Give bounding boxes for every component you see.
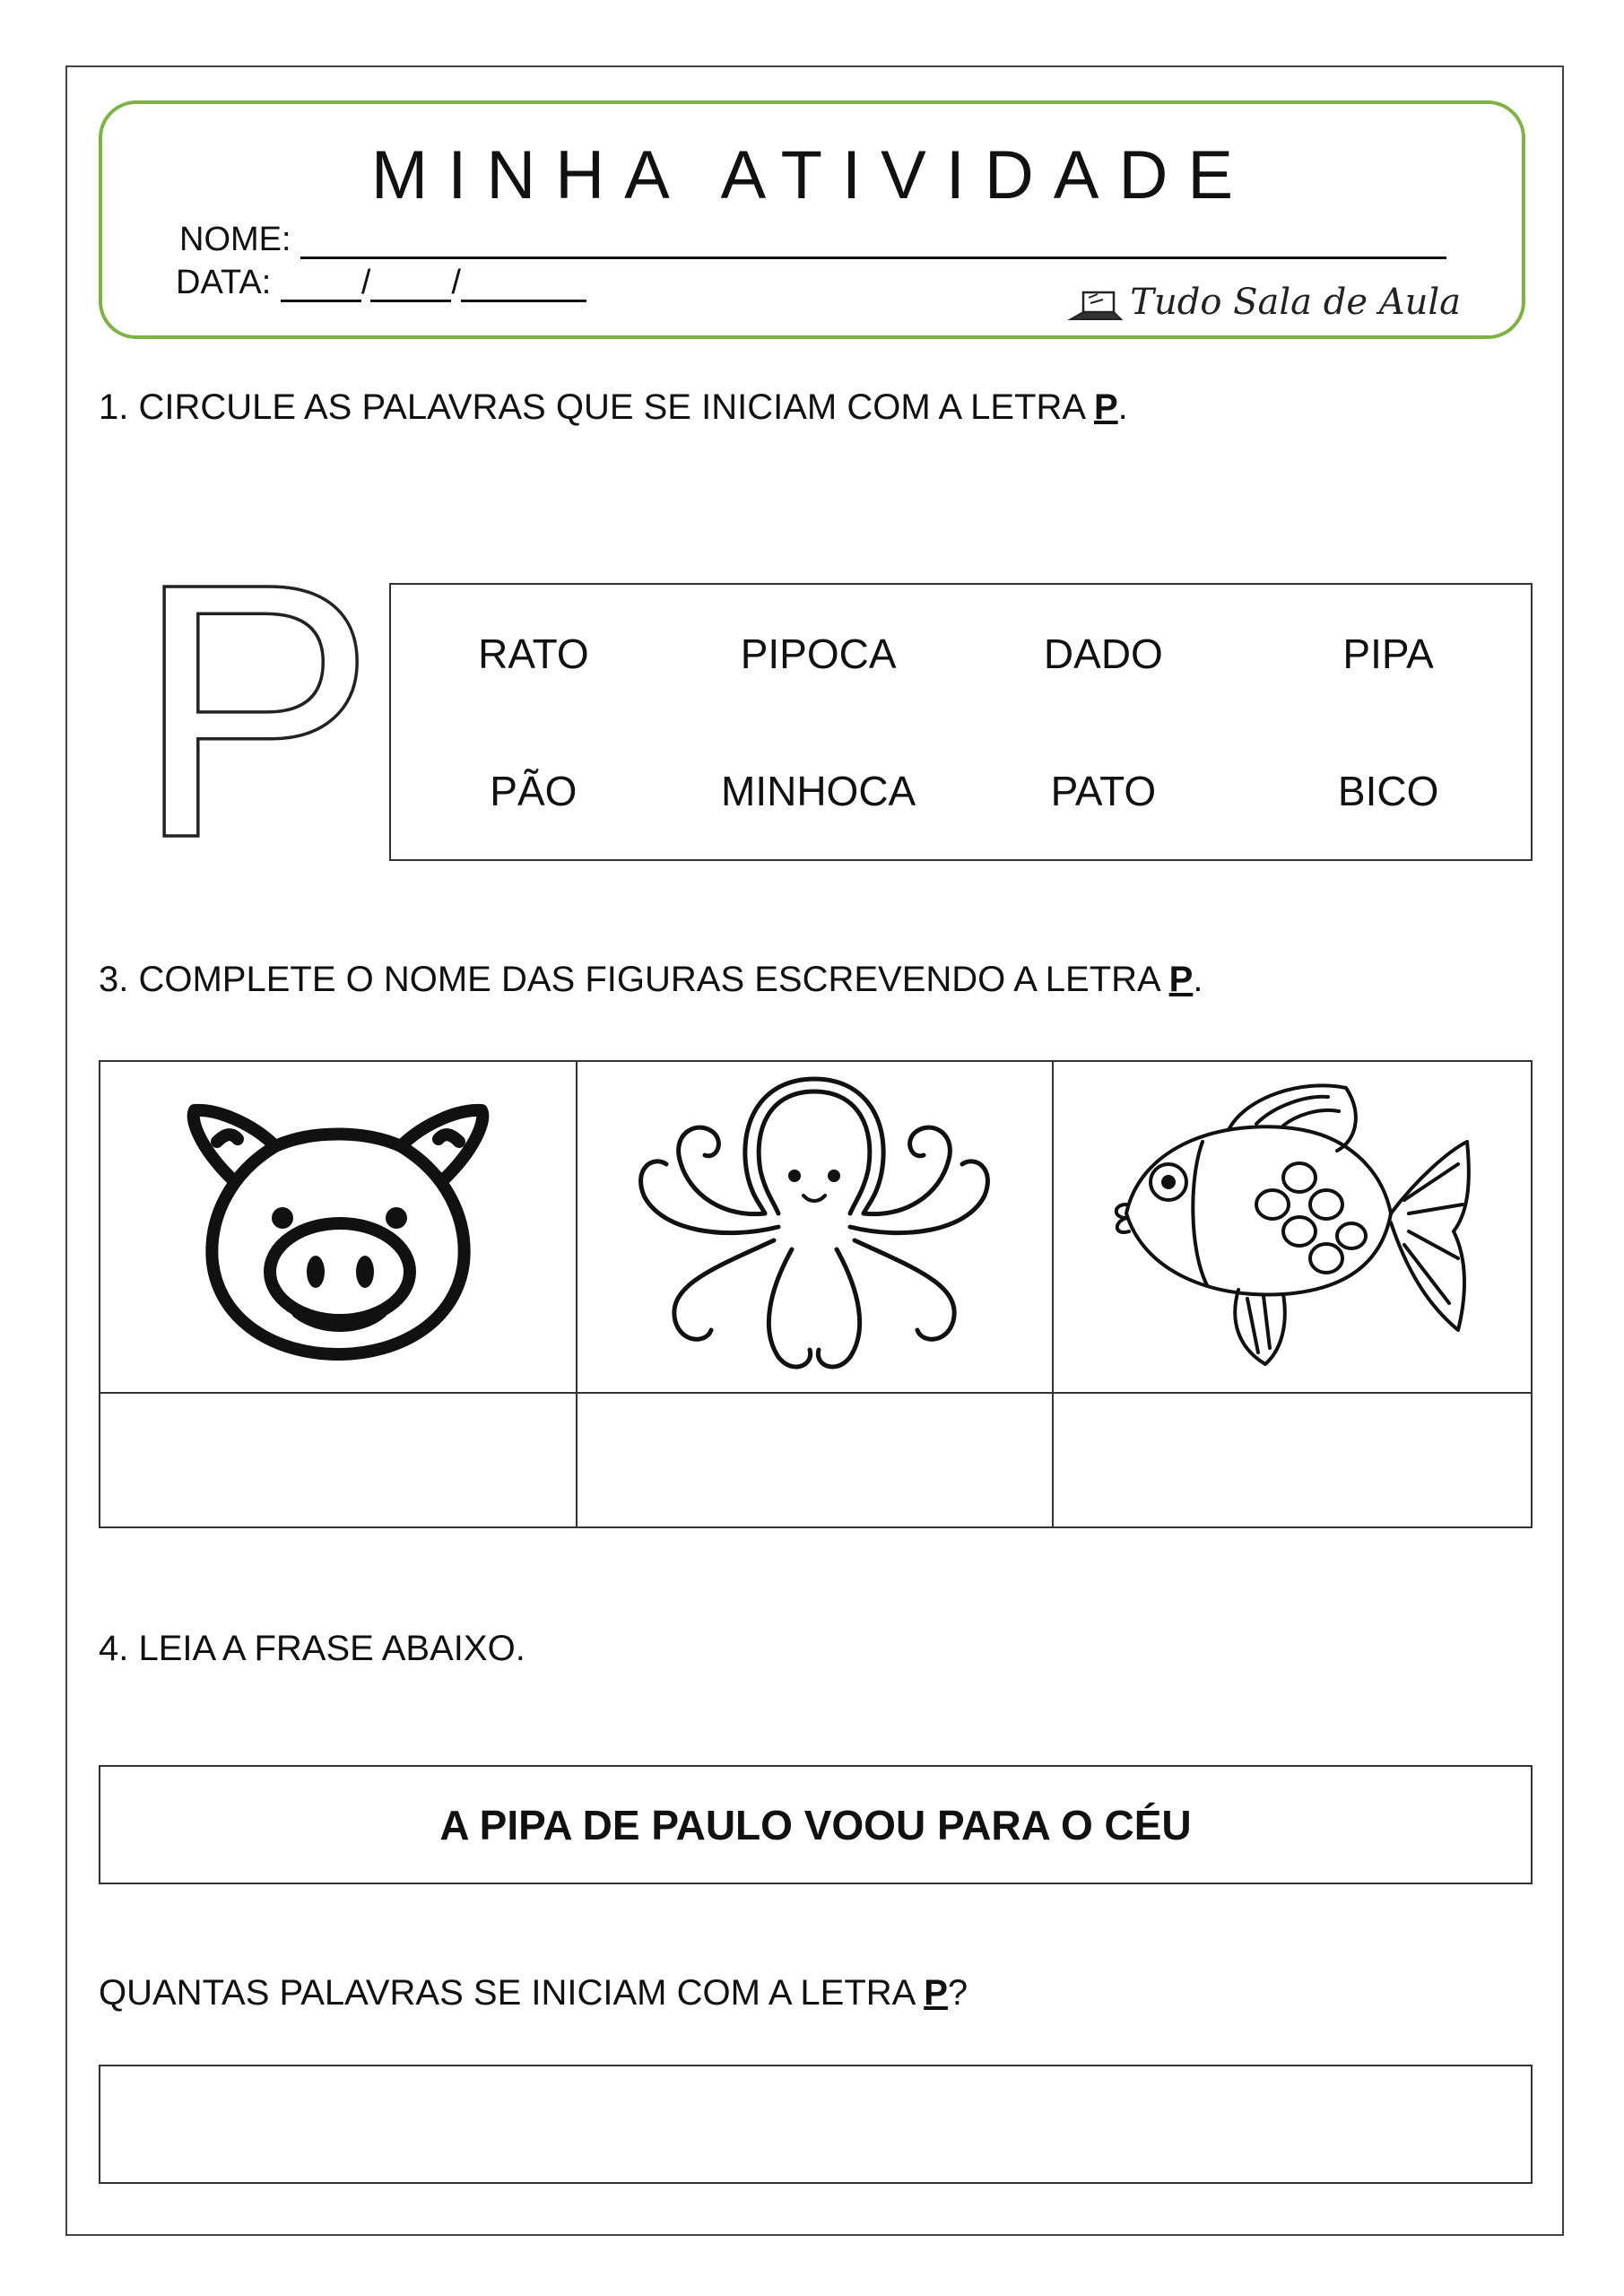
answer-box[interactable] [99,2065,1533,2184]
answer-cell[interactable] [100,1394,578,1526]
octopus-icon [626,1070,1003,1384]
question-4b [99,1973,968,2013]
question-1-end: . [1117,387,1128,427]
question-4b-letter: P [924,1973,948,2013]
question-4: 4. LEIA A FRASE ABAIXO. [99,1629,525,1668]
picture-cell-octopus [578,1062,1055,1394]
big-letter-p [135,508,377,913]
question-3-text: 3. COMPLETE O NOME DAS FIGURAS ESCREVENDO A LETRA [99,960,1169,999]
word-item[interactable]: PIPOCA [740,630,897,677]
laptop-icon [1067,287,1125,323]
brand-text: Tudo Sala de Aula [1130,282,1461,323]
date-label: DATA: [176,264,272,301]
question-3 [99,960,1203,1000]
picture-cell-fish [1054,1062,1531,1394]
word-box [389,583,1533,861]
date-separator: / [360,264,371,301]
name-line[interactable] [300,226,1446,259]
date-month-line[interactable] [370,269,451,302]
name-label: NOME: [179,221,291,258]
question-1 [99,387,1128,428]
pig-icon [177,1092,499,1361]
brand-logo [1067,282,1461,323]
word-item[interactable]: MINHOCA [721,767,916,814]
question-3-letter: P [1168,960,1194,999]
word-item[interactable]: PATO [1050,767,1157,814]
sentence-box [99,1765,1533,1884]
answer-cell[interactable] [1054,1394,1531,1526]
answer-cell[interactable] [578,1394,1055,1526]
date-day-line[interactable] [281,269,361,302]
picture-cell-pig [100,1062,578,1394]
word-item[interactable]: PÃO [490,767,578,814]
word-item[interactable]: BICO [1337,767,1439,814]
question-1-text: 1. CIRCULE AS PALAVRAS QUE SE INICIAM COM A LETRA [99,387,1094,427]
date-year-line[interactable] [461,269,586,302]
big-letter-p-glyph: P [135,508,377,913]
header-card [99,100,1525,339]
question-4b-end: ? [947,1973,968,2013]
sentence-text: A PIPA DE PAULO VOOU PARA O CÉU [439,1801,1192,1848]
word-item[interactable]: DADO [1043,630,1163,677]
word-item[interactable]: PIPA [1342,630,1434,677]
word-item[interactable]: RATO [478,630,589,677]
picture-table [99,1060,1533,1528]
name-field[interactable] [179,221,1446,259]
fish-icon [1104,1079,1481,1375]
question-3-end: . [1193,960,1203,999]
date-separator: / [451,264,461,301]
question-4b-text: QUANTAS PALAVRAS SE INICIAM COM A LETRA [99,1973,925,2013]
date-field[interactable] [176,264,586,302]
question-1-letter: P [1093,387,1118,427]
worksheet-title: MINHA ATIVIDADE [370,137,1254,213]
